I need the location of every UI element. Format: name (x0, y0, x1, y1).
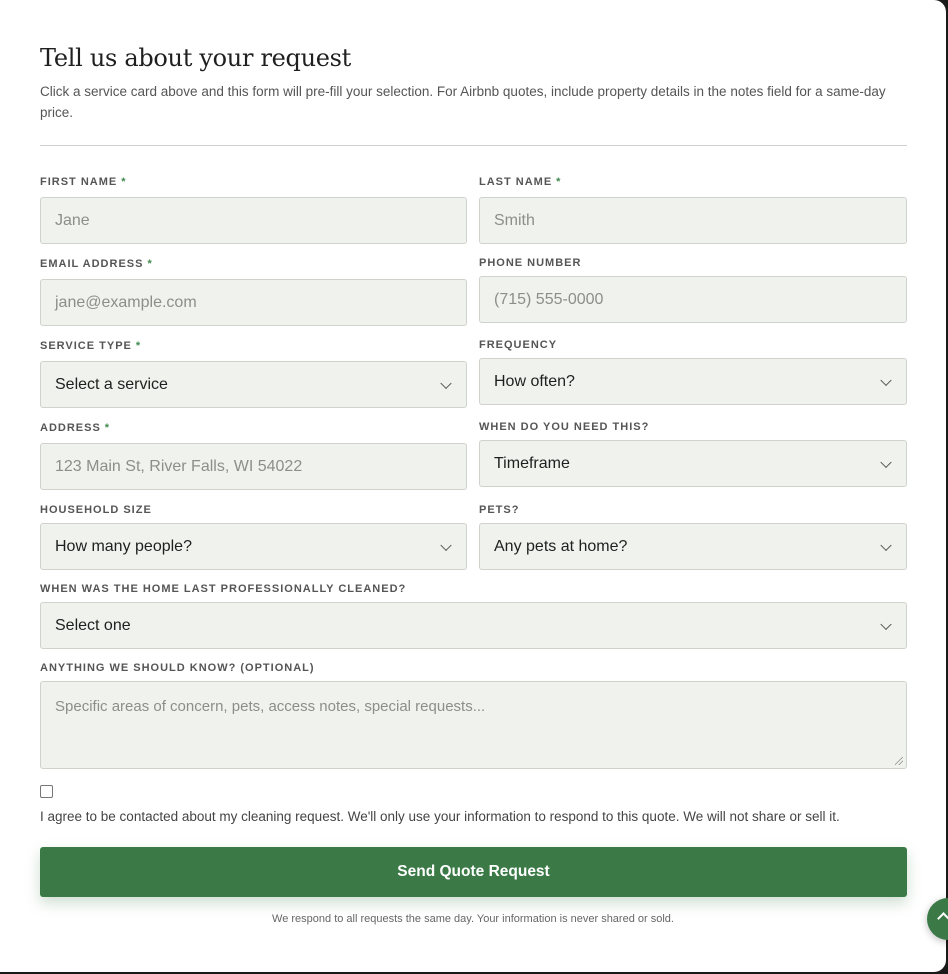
service-type-select[interactable] (40, 361, 467, 408)
chevron-down-icon (880, 539, 891, 550)
first-name-label: FIRST NAME * (40, 176, 127, 188)
first-name-input[interactable]: Jane (40, 197, 467, 244)
form-title: Tell us about your request (40, 44, 352, 72)
timeframe-select[interactable] (479, 440, 907, 487)
consent-text: I agree to be contacted about my cleaning request. We'll only use your information to respond to this quote. We will not share or sell it. (40, 809, 840, 824)
address-label: ADDRESS * (40, 422, 111, 434)
chevron-down-icon (880, 618, 891, 629)
resize-handle-icon[interactable] (895, 757, 903, 765)
service-type-label: SERVICE TYPE * (40, 340, 142, 352)
frequency-label: FREQUENCY (479, 339, 558, 351)
pets-label: PETS? (479, 504, 520, 516)
phone-input[interactable]: (715) 555-0000 (479, 276, 907, 323)
chevron-up-icon (937, 912, 948, 925)
required-mark: * (135, 340, 142, 352)
last-cleaned-label: WHEN WAS THE HOME LAST PROFESSIONALLY CLEANED? (40, 583, 407, 595)
timeframe-label: WHEN DO YOU NEED THIS? (479, 421, 650, 433)
required-mark: * (121, 176, 127, 188)
frequency-select[interactable] (479, 358, 907, 405)
household-size-label: HOUSEHOLD SIZE (40, 504, 152, 516)
pets-select[interactable] (479, 523, 907, 570)
phone-label: PHONE NUMBER (479, 257, 582, 269)
chevron-down-icon (880, 374, 891, 385)
address-input[interactable]: 123 Main St, River Falls, WI 54022 (40, 443, 467, 490)
last-name-label: LAST NAME * (479, 176, 562, 188)
household-size-select[interactable] (40, 523, 467, 570)
notes-label: ANYTHING WE SHOULD KNOW? (OPTIONAL) (40, 662, 315, 674)
email-input[interactable]: jane@example.com (40, 279, 467, 326)
chevron-down-icon (440, 377, 451, 388)
last-cleaned-select[interactable] (40, 602, 907, 649)
email-label: EMAIL ADDRESS * (40, 258, 153, 270)
notes-placeholder: Specific areas of concern, pets, access notes, special requests... (55, 698, 486, 715)
chevron-down-icon (440, 539, 451, 550)
timeframe-value: Timeframe (494, 454, 570, 472)
frequency-value: How often? (494, 372, 575, 390)
service-type-value: Select a service (55, 375, 168, 393)
form-subtitle: Click a service card above and this form will pre-fill your selection. For Airbnb quotes, include property details in the notes field for a same-day price. (40, 84, 886, 120)
required-mark: * (556, 176, 562, 188)
consent-checkbox[interactable] (40, 785, 53, 798)
send-quote-button[interactable]: Send Quote Request (40, 847, 907, 897)
chevron-down-icon (880, 456, 891, 467)
pets-value: Any pets at home? (494, 537, 628, 555)
required-mark: * (147, 258, 153, 270)
required-mark: * (104, 422, 111, 434)
last-name-input[interactable]: Smith (479, 197, 907, 244)
notes-textarea[interactable] (40, 681, 907, 769)
footnote: We respond to all requests the same day. Your information is never shared or sold. (272, 913, 674, 925)
last-cleaned-value: Select one (55, 616, 131, 634)
divider (40, 145, 907, 146)
household-size-value: How many people? (55, 537, 192, 555)
